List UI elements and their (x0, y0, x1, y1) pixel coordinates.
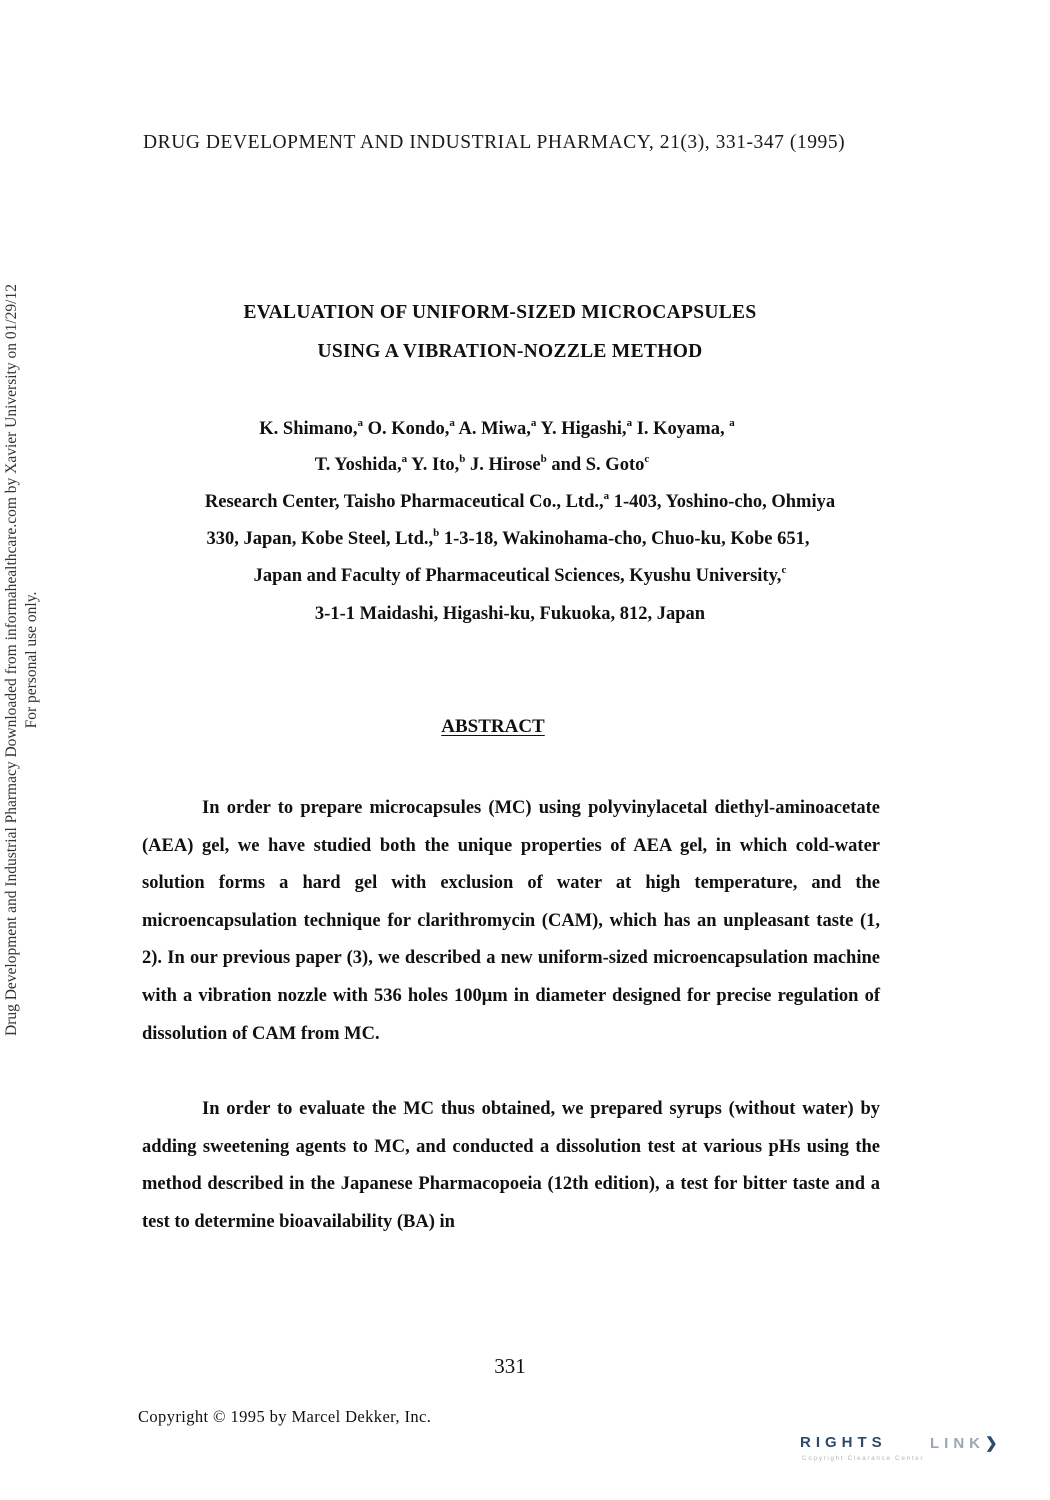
affiliation-text: Research Center, Taisho Pharmaceutical Co., Ltd., (204, 492, 604, 512)
paragraph-text: In order to evaluate the MC thus obtained, we prepared syrups (without water) by adding sweetening agents to MC, and conducted a dissolution test at various pHs using the method described in the Japanese Pharmacopoeia (12th edition), a test for bitter taste and a test to determine bioavailability (BA) in (142, 1099, 880, 1232)
author-line-1 (0, 419, 1017, 440)
affiliation-text: 1-3-18, Wakinohama-cho, Chuo-ku, Kobe 651, (443, 529, 810, 549)
affiliation-line-1 (0, 492, 1040, 513)
page-number: 331 (494, 1354, 526, 1378)
author-name: and S. Goto (551, 455, 645, 475)
affiliation-line-3 (0, 566, 1040, 587)
affiliation-mark: a (626, 417, 633, 429)
author-name: I. Koyama, (636, 419, 725, 439)
affiliation-mark: a (357, 417, 363, 429)
abstract-paragraph-2 (142, 1091, 880, 1241)
affiliation-mark: a (401, 453, 408, 465)
author-name: Y. Higashi, (540, 419, 627, 439)
paragraph-text: In order to prepare microcapsules (MC) using polyvinylacetal diethyl-aminoacetate (AEA) gel, we have studied both the unique properties of AEA gel, in which cold-water solution forms a hard gel with exclusion of water at high temperature, and the microencapsulation technique for clarithromycin (CAM), which has an unpleasant taste (1, 2). In our previous paper (3), we described a new uniform-sized microencapsulation machine with a vibration nozzle with 536 holes 100μm in diameter designed for precise regulation of dissolution of CAM from MC. (142, 798, 880, 1044)
abstract-heading: ABSTRACT (441, 716, 545, 737)
affiliation-mark: b (433, 527, 440, 539)
abstract-paragraph-1 (142, 790, 880, 1053)
title-line-1: EVALUATION OF UNIFORM-SIZED MICROCAPSULES (243, 302, 757, 323)
chevron-right-icon: ❯ (985, 1435, 998, 1452)
rightslink-logo[interactable] (800, 1434, 1030, 1474)
author-line-2 (0, 455, 1002, 476)
rightslink-logo-rights: RIGHTS (800, 1434, 887, 1451)
affiliation-mark: a (603, 490, 610, 502)
affiliation-mark: c (644, 453, 650, 465)
journal-header: DRUG DEVELOPMENT AND INDUSTRIAL PHARMACY, 21(3), 331-347 (1995) (143, 132, 846, 153)
rightslink-logo-link-text: LINK (930, 1435, 985, 1452)
copyright-notice: Copyright © 1995 by Marcel Dekker, Inc. (138, 1407, 432, 1426)
affiliation-text: Japan and Faculty of Pharmaceutical Sciences, Kyushu University, (253, 566, 782, 586)
affiliation-line-4: 3-1-1 Maidashi, Higashi-ku, Fukuoka, 812, Japan (314, 604, 706, 624)
affiliation-mark: c (781, 564, 787, 576)
affiliation-mark: b (540, 453, 547, 465)
author-name: K. Shimano, (259, 419, 358, 439)
author-name: A. Miwa, (458, 419, 531, 439)
affiliation-text: 1-403, Yoshino-cho, Ohmiya (613, 492, 836, 512)
affiliation-mark: a (449, 417, 455, 429)
author-name: J. Hirose (469, 455, 541, 475)
author-name: T. Yoshida, (314, 455, 402, 475)
affiliation-mark: a (530, 417, 537, 429)
author-name: Y. Ito, (411, 455, 460, 475)
affiliation-text: 330, Japan, Kobe Steel, Ltd., (206, 529, 434, 549)
title-line-2: USING A VIBRATION-NOZZLE METHOD (317, 341, 703, 362)
affiliation-mark: a (729, 417, 735, 429)
affiliation-line-2 (0, 529, 1028, 550)
author-name: O. Kondo, (367, 419, 450, 439)
affiliation-mark: b (459, 453, 466, 465)
watermark-line-2: For personal use only. (23, 591, 40, 729)
watermark-line-1: Drug Development and Industrial Pharmacy Downloaded from informahealthcare.com by Xavier University on 01/29/12 (3, 284, 20, 1036)
rightslink-logo-link (930, 1434, 998, 1452)
rightslink-logo-subtitle: Copyright Clearance Center (802, 1455, 925, 1462)
